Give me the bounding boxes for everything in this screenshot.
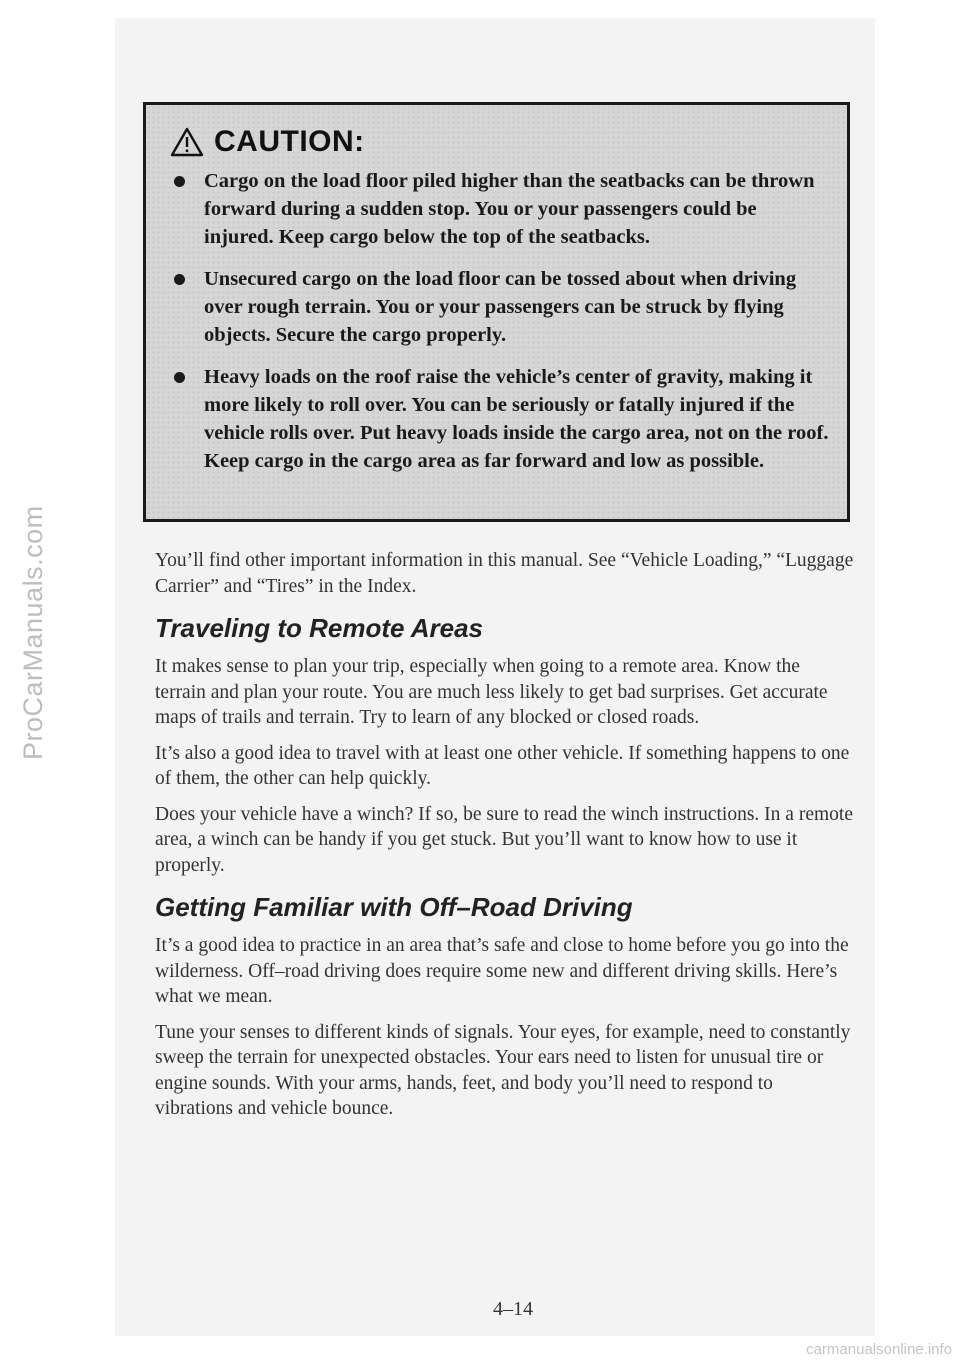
bullet-icon xyxy=(174,372,185,383)
paragraph: Tune your senses to different kinds of signals. Your eyes, for example, need to constantly sweep the terrain for unexpected obstacles. Your ears need to listen for unusual tire or engine sounds. With your arms, hands, feet, and body you’ll need to respond to vibrations and vehicle bounce. xyxy=(155,1021,851,1119)
caution-header xyxy=(170,125,829,159)
caution-title: CAUTION: xyxy=(214,125,365,158)
body-content xyxy=(155,548,855,1132)
caution-box xyxy=(143,102,850,522)
caution-list xyxy=(162,167,829,475)
caution-item: Unsecured cargo on the load floor can be tossed about when driving over rough terrain. You or your passengers can be struck by flying objects. Secure the cargo properly. xyxy=(162,265,829,349)
bullet-icon xyxy=(174,176,185,187)
page-number: 4–14 xyxy=(493,1298,533,1320)
warning-triangle-icon xyxy=(170,127,204,157)
bullet-icon xyxy=(174,274,185,285)
intro-paragraph: You’ll find other important information in this manual. See “Vehicle Loading,” “Luggage Carrier” and “Tires” in the Index. xyxy=(155,550,854,597)
paragraph: It makes sense to plan your trip, especially when going to a remote area. Know the terrain and plan your route. You are much less likely to get bad surprises. Get accurate maps of trails and terrain. Try to learn of any blocked or closed roads. xyxy=(155,656,828,728)
section-heading-off-road: Getting Familiar with Off–Road Driving xyxy=(155,892,633,922)
paragraph: Does your vehicle have a winch? If so, be sure to read the winch instructions. In a remote area, a winch can be handy if you get stuck. But you’ll want to know how to use it properly. xyxy=(155,803,853,876)
section-heading-remote-areas: Traveling to Remote Areas xyxy=(155,613,483,643)
side-watermark: ProCarManuals.com xyxy=(18,505,48,760)
caution-item: Cargo on the load floor piled higher than the seatbacks can be thrown forward during a sudden stop. You or your passengers could be injured. Keep cargo below the top of the seatbacks. xyxy=(162,167,829,251)
paragraph: It’s also a good idea to travel with at least one other vehicle. If something happens to one of them, the other can help quickly. xyxy=(155,742,850,789)
caution-item: Heavy loads on the roof raise the vehicle’s center of gravity, making it more likely to roll over. You can be seriously or fatally injured if the vehicle rolls over. Put heavy loads inside the cargo area, not on the roof. Keep cargo in the cargo area as far forward and low as possible. xyxy=(162,363,829,475)
paragraph: It’s a good idea to practice in an area that’s safe and close to home before you go into the wilderness. Off–road driving does require some new and different driving skills. Here’s what we mean. xyxy=(155,935,849,1007)
bottom-watermark: carmanualsonline.info xyxy=(806,1341,952,1358)
